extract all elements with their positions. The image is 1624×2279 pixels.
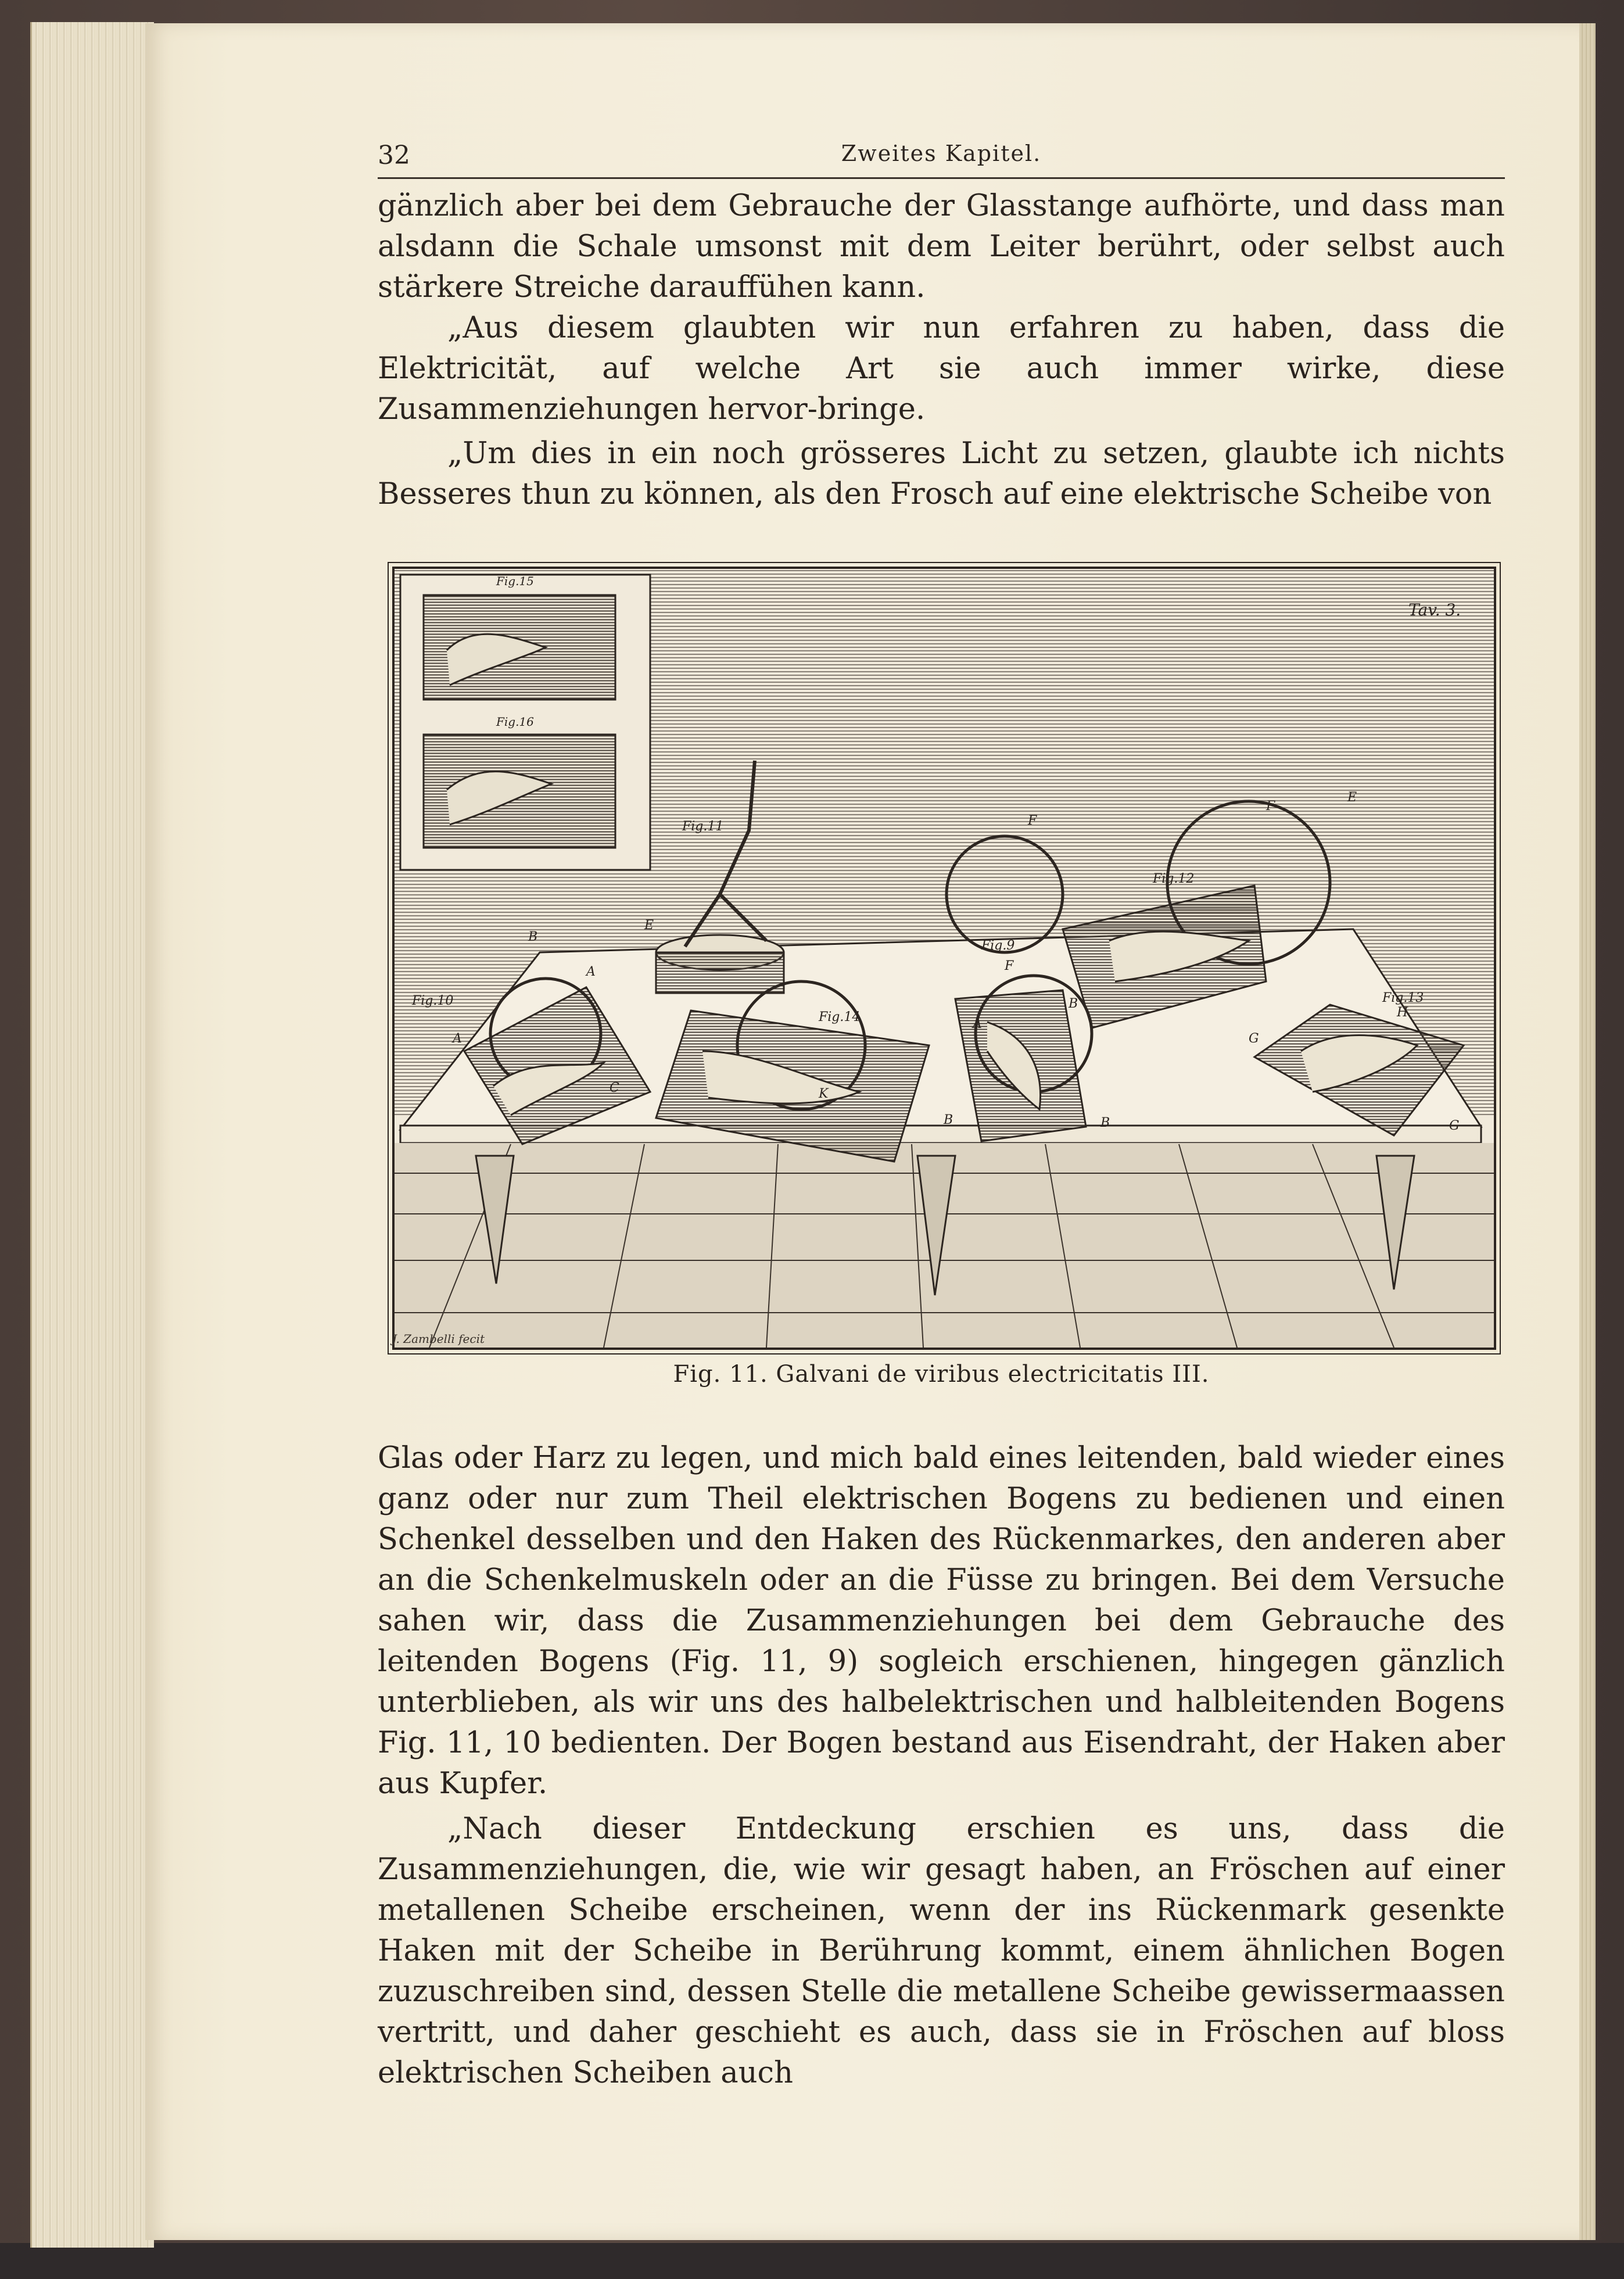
letter-label: G bbox=[1249, 1031, 1259, 1046]
letter-label: F bbox=[1028, 814, 1037, 828]
running-head bbox=[378, 134, 1505, 174]
letter-label: F bbox=[1005, 959, 1014, 973]
letter-label: A bbox=[586, 965, 596, 979]
engraver-credit: J. Zambelli fecit bbox=[392, 1332, 485, 1346]
engraving-illustration bbox=[395, 569, 1494, 1348]
letter-label: B bbox=[1069, 997, 1078, 1011]
body-text-top bbox=[378, 186, 1505, 515]
letter-label: A bbox=[973, 1017, 982, 1031]
fig16-label: Fig.16 bbox=[496, 715, 534, 729]
letter-label: C bbox=[610, 1081, 619, 1095]
cover-bottom-edge bbox=[0, 2243, 1624, 2279]
paragraph: Glas oder Harz zu legen, und mich bald eines leitenden, bald wieder eines ganz oder nur zum Theil elektrischen Bogens zu bedienen und einen Schenkel desselben und den Haken des Rückenmarkes, den anderen aber an die Schenkelmuskeln oder an die Füsse zu bringen. Bei dem Versuche sahen wir, dass die Zusammenziehungen bei dem Gebrauche des leitenden Bogens (Fig. 11, 9) sogleich erschienen, hingegen gänzlich unterblieben, als wir uns des halbelektrischen und halbleitenden Bogens Fig. 11, 10 bedienten. Der Bogen bestand aus Eisendraht, der Haken aber aus Kupfer. bbox=[378, 1441, 1505, 1801]
paragraph: gänzlich aber bei dem Gebrauche der Glasstange aufhörte, und dass man alsdann die Schale umsonst mit dem Leiter berührt, oder selbst auch stärkere Streiche darauffühen kann. bbox=[378, 189, 1505, 304]
chapter-title: Zweites Kapitel. bbox=[841, 141, 1042, 166]
header-rule bbox=[378, 177, 1505, 179]
page-number: 32 bbox=[378, 141, 410, 170]
fig9-label: Fig.9 bbox=[981, 938, 1015, 953]
paragraph: „Nach dieser Entdeckung erschien es uns, dass die Zusammenziehungen, die, wie wir gesagt haben, an Fröschen auf einer metallenen Scheibe erscheinen, wenn der ins Rückenmark gesenkte Haken mit der Scheibe in Berührung kommt, einem ähnlichen Bogen zuzuschreiben sind, dessen Stelle die metallene Scheibe gewissermaassen vertritt, und daher geschieht es auch, dass sie in Fröschen auf bloss elektrischen Scheiben auch bbox=[378, 1812, 1505, 2090]
fig10-label: Fig.10 bbox=[412, 994, 454, 1008]
letter-label: B bbox=[528, 930, 538, 944]
letter-label: E bbox=[644, 918, 654, 933]
paragraph: „Aus diesem glaubten wir nun erfahren zu haben, dass die Elektricität, auf welche Art sie auch immer wirke, diese Zusammenziehungen hervor-bringe. bbox=[378, 311, 1505, 427]
letter-label: G bbox=[1449, 1119, 1460, 1133]
fig15-label: Fig.15 bbox=[496, 574, 534, 588]
drum-body bbox=[656, 952, 784, 993]
page-stack-left bbox=[30, 22, 154, 2248]
paragraph: „Um dies in ein noch grösseres Licht zu setzen, glaubte ich nichts Besseres thun zu können, als den Frosch auf eine elektrische Scheibe von bbox=[378, 436, 1505, 511]
plate-label: Tav. 3. bbox=[1408, 600, 1461, 619]
page-stack-right bbox=[1579, 23, 1596, 2240]
fig14-label: Fig.14 bbox=[819, 1010, 861, 1024]
letter-label: B bbox=[944, 1113, 953, 1127]
fig13-label: Fig.13 bbox=[1382, 991, 1424, 1005]
figure-caption: Fig. 11. Galvani de viribus electricitatis III. bbox=[673, 1361, 1210, 1388]
letter-label: H bbox=[1397, 1005, 1408, 1020]
body-text-bottom bbox=[378, 1438, 1505, 2094]
letter-label: F bbox=[1266, 799, 1275, 814]
letter-label: K bbox=[819, 1087, 829, 1101]
letter-label: E bbox=[1347, 790, 1357, 805]
letter-label: B bbox=[1100, 1116, 1110, 1130]
fig11-label: Fig.11 bbox=[682, 819, 724, 834]
engraving-figure bbox=[392, 567, 1496, 1350]
fig12-label: Fig.12 bbox=[1153, 872, 1195, 886]
letter-label: A bbox=[453, 1031, 462, 1046]
